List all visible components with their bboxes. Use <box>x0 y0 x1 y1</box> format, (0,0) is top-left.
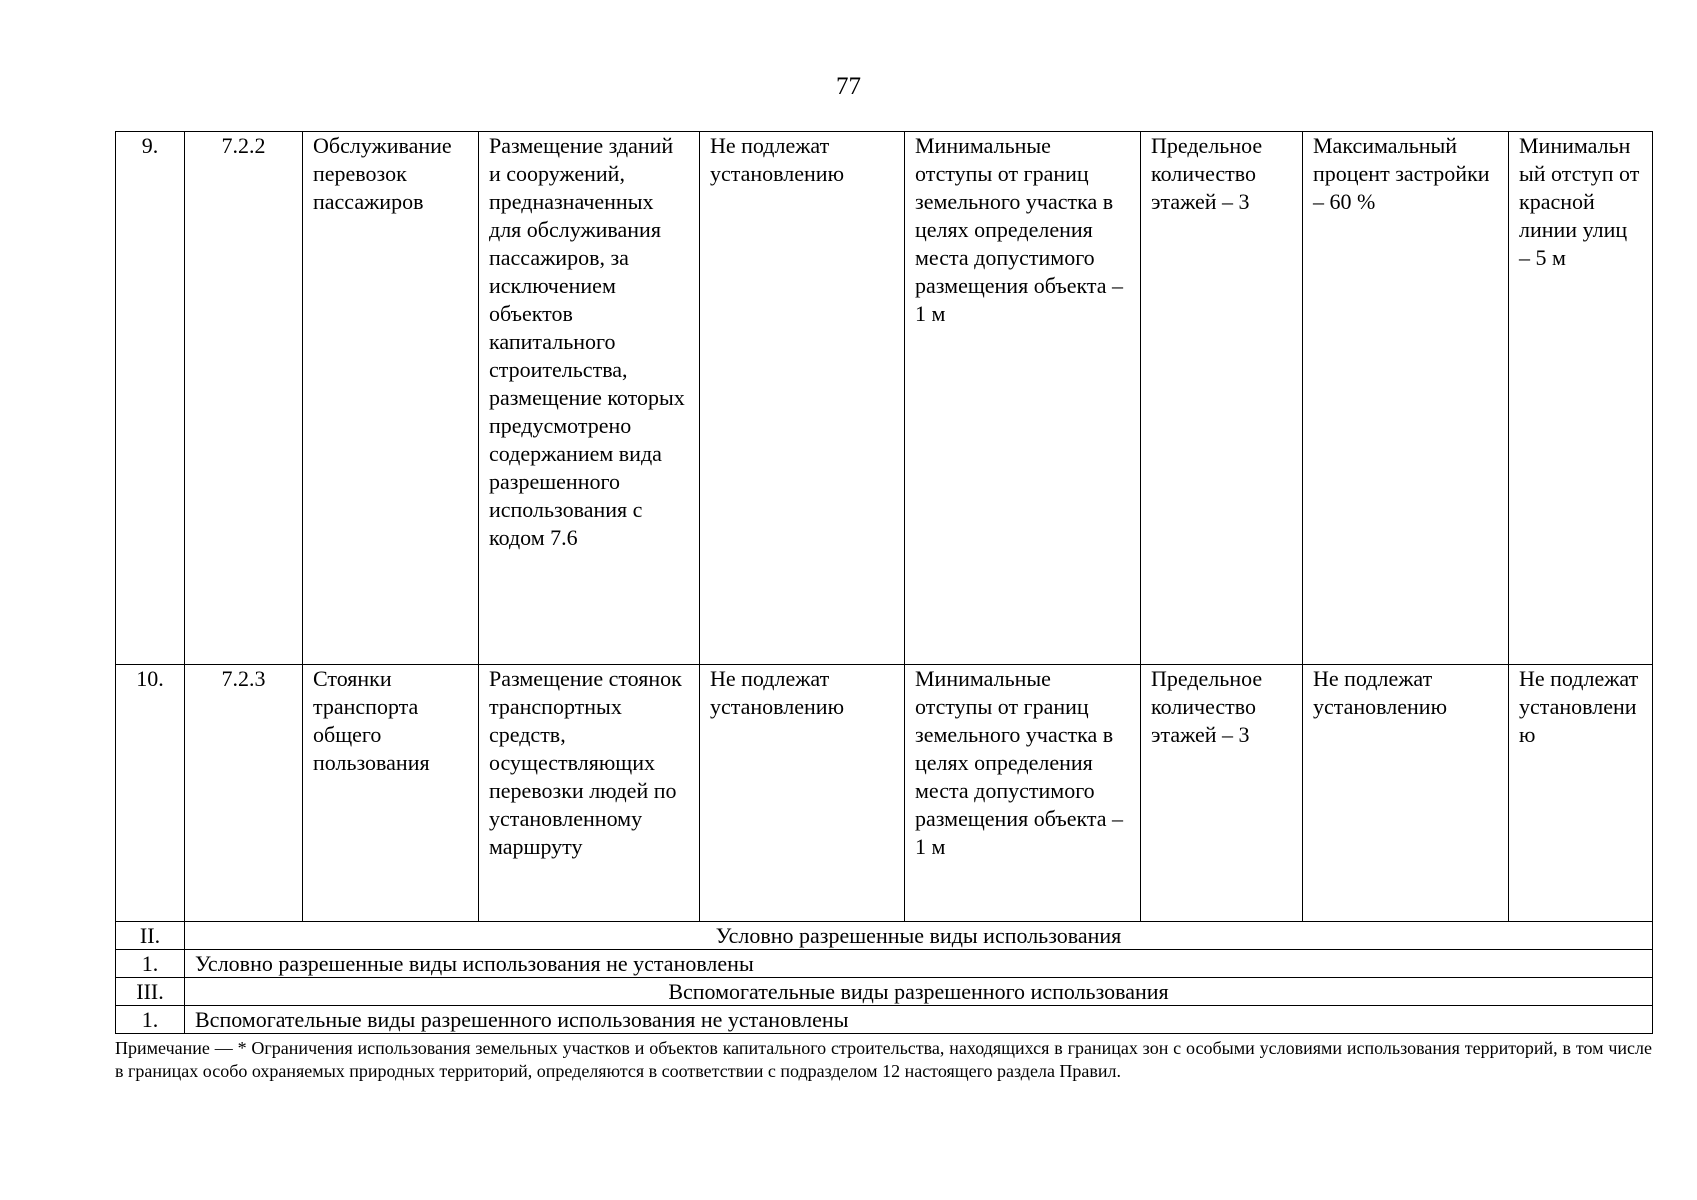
row-number: 10. <box>116 665 185 922</box>
section-title: Условно разрешенные виды использования <box>185 922 1653 950</box>
floor-limit: Предельное количество этажей – 3 <box>1141 132 1303 665</box>
section-item-row <box>116 950 1653 978</box>
use-description: Размещение стоянок транспортных средств, осуществляющих перевозки людей по установленному маршруту <box>479 665 700 922</box>
table-row <box>116 665 1653 922</box>
use-code: 7.2.2 <box>185 132 303 665</box>
item-text: Условно разрешенные виды использования не установлены <box>185 950 1653 978</box>
plot-area-limits: Не подлежат установлению <box>700 665 905 922</box>
item-number: 1. <box>116 950 185 978</box>
section-header-row <box>116 978 1653 1006</box>
floor-limit: Предельное количество этажей – 3 <box>1141 665 1303 922</box>
page-number: 77 <box>836 73 861 100</box>
use-name: Стоянки транспорта общего пользования <box>303 665 479 922</box>
section-item-row <box>116 1006 1653 1034</box>
use-description: Размещение зданий и сооружений, предназначенных для обслуживания пассажиров, за исключением объектов капитального строительства, размещение которых предусмотрено содержанием вида разрешенного использования с кодом 7.6 <box>479 132 700 665</box>
building-coverage: Не подлежат установлению <box>1303 665 1509 922</box>
section-header-row <box>116 922 1653 950</box>
table-row <box>116 132 1653 665</box>
land-use-regulations-table <box>115 131 1653 1034</box>
section-number: III. <box>116 978 185 1006</box>
footnote: Примечание — * Ограничения использования земельных участков и объектов капитального строительства, находящихся в границах зон с особыми условиями использования территорий, в том числе в границах особо охраняемых природных территорий, определяются в соответствии с подразделом 12 настоящего раздела Правил. <box>115 1038 1652 1081</box>
item-text: Вспомогательные виды разрешенного использования не установлены <box>185 1006 1653 1034</box>
red-line-setback: Не подлежат установлению <box>1509 665 1653 922</box>
boundary-setbacks: Минимальные отступы от границ земельного участка в целях определения места допустимого размещения объекта – 1 м <box>905 665 1141 922</box>
item-number: 1. <box>116 1006 185 1034</box>
plot-area-limits: Не подлежат установлению <box>700 132 905 665</box>
section-number: II. <box>116 922 185 950</box>
section-title: Вспомогательные виды разрешенного использования <box>185 978 1653 1006</box>
boundary-setbacks: Минимальные отступы от границ земельного участка в целях определения места допустимого размещения объекта – 1 м <box>905 132 1141 665</box>
row-number: 9. <box>116 132 185 665</box>
red-line-setback: Минимальный отступ от красной линии улиц – 5 м <box>1509 132 1653 665</box>
use-code: 7.2.3 <box>185 665 303 922</box>
use-name: Обслуживание перевозок пассажиров <box>303 132 479 665</box>
building-coverage: Максимальный процент застройки – 60 % <box>1303 132 1509 665</box>
